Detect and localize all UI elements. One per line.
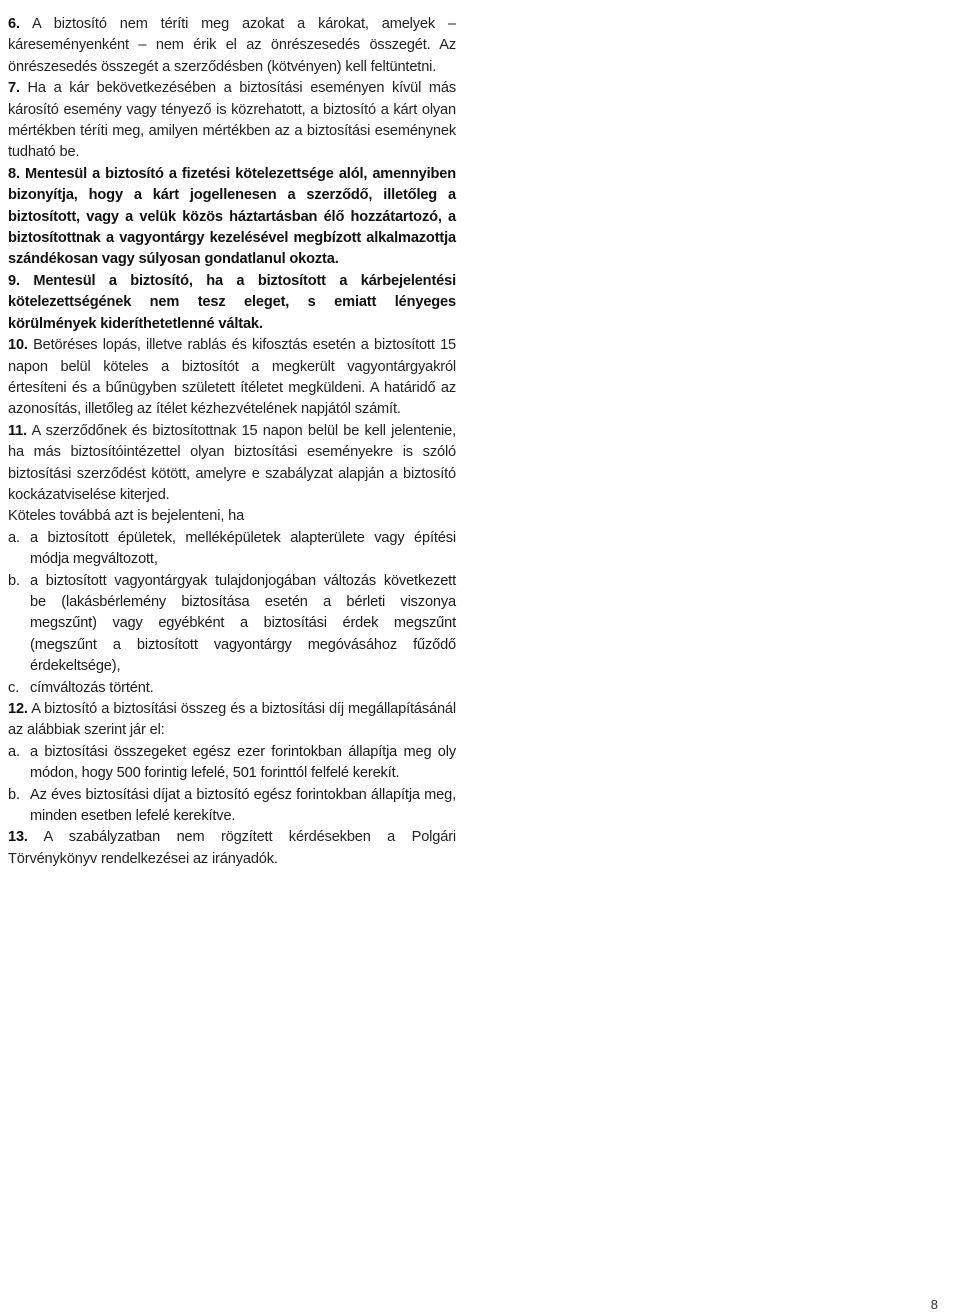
section-10 [8, 335, 456, 421]
section-number: 13. [8, 829, 28, 846]
document-column [8, 14, 456, 870]
section-13 [8, 827, 456, 870]
section-text: A biztosító a biztosítási összeg és a biztosítási díj megállapításánál az alábbiak szerint jár el: [8, 701, 456, 739]
list-item-text: címváltozás történt. [30, 679, 154, 696]
section-text: Mentesül a biztosító, ha a biztosított a kárbejelentési kötelezettségének nem tesz eleget, s emiatt lényeges körülmények kideríthetetlenné váltak. [8, 272, 456, 332]
list-item-text: a biztosított épületek, melléképületek alapterülete vagy építési módja megváltozott, [30, 529, 456, 568]
section-11-intro: Köteles továbbá azt is bejelenteni, ha [8, 508, 245, 525]
list-item [8, 785, 456, 828]
section-text: A szerződőnek és biztosítottnak 15 napon belül be kell jelentenie, ha más biztosítóintézettel olyan biztosítási eseményekre is szóló biztosítási szerződést kötött, amelyre e szabályzat alapján a biztosító kockázatviselése kiterjed. [8, 422, 456, 503]
list-item-label: c. [8, 679, 20, 696]
section-text: Ha a kár bekövetkezésében a biztosítási eseményen kívül más károsító esemény vagy tényező is közrehatott, a biztosító a kárt olyan mértékben téríti meg, amilyen mértékben az a biztosítási eseménynek tudható be. [8, 80, 456, 161]
list-item [8, 571, 456, 678]
section-11 [8, 421, 456, 507]
list-item-label: a. [8, 743, 20, 760]
section-text: A biztosító nem téríti meg azokat a károkat, amelyek – káreseményenként – nem érik el az önrészesedés összegét. Az önrészesedés összegét a szerződésben (kötvényen) kell feltüntetni. [8, 16, 456, 75]
list-item-label: a. [8, 529, 20, 546]
list-item [8, 742, 456, 785]
section-text: Mentesül a biztosító a fizetési kötelezettsége alól, amennyiben bizonyítja, hogy a kárt jogellenesen a szerződő, illetőleg a biztosított, vagy a velük közös háztartásban élő hozzátartozó, a biztosítottnak a vagyontárgy kezelésével megbízott alkalmazottja szándékosan vagy súlyosan gondatlanul okozta. [8, 165, 456, 268]
list-item-text: a biztosítási összegeket egész ezer forintokban állapítja meg oly módon, hogy 500 forintig lefelé, 501 forinttól felfelé kerekít. [30, 743, 456, 782]
section-9 [8, 271, 456, 335]
list-item-text: Az éves biztosítási díjat a biztosító egész forintokban állapítja meg, minden esetben lefelé kerekítve. [30, 786, 456, 825]
section-number: 12. [8, 701, 28, 717]
section-number: 11. [8, 422, 28, 439]
list-item-text: a biztosított vagyontárgyak tulajdonjogában változás következett be (lakásbérlemény biztosítása esetén a bérleti viszonya megszűnt) vagy egyébként a biztosítási érdek megszűnt (megszűnt a biztosított vagyontárgy megóvásához fűződő érdekeltsége), [30, 572, 456, 675]
section-text: Betöréses lopás, illetve rablás és kifosztás esetén a biztosított 15 napon belül köteles a biztosítót a megkerült vagyontárgyakról értesíteni és a bűnügyben született ítéletet megküldeni. A határidő az azonosítás, illetőleg az ítélet kézhezvételének napjától számít. [8, 337, 456, 418]
section-number: 6. [8, 16, 20, 32]
section-number: 8. [8, 165, 20, 182]
list-item-label: b. [8, 572, 20, 589]
page-number: 8 [930, 1297, 938, 1312]
list-item-label: b. [8, 786, 20, 803]
list-item [8, 528, 456, 571]
section-number: 9. [8, 272, 20, 289]
section-7 [8, 78, 456, 164]
section-number: 10. [8, 337, 28, 354]
section-12 [8, 699, 456, 742]
section-8 [8, 164, 456, 271]
section-6 [8, 14, 456, 78]
list-item [8, 678, 456, 699]
section-number: 7. [8, 80, 20, 97]
section-text: A szabályzatban nem rögzített kérdésekben a Polgári Törvénykönyv rendelkezései az irányadók. [8, 829, 456, 867]
